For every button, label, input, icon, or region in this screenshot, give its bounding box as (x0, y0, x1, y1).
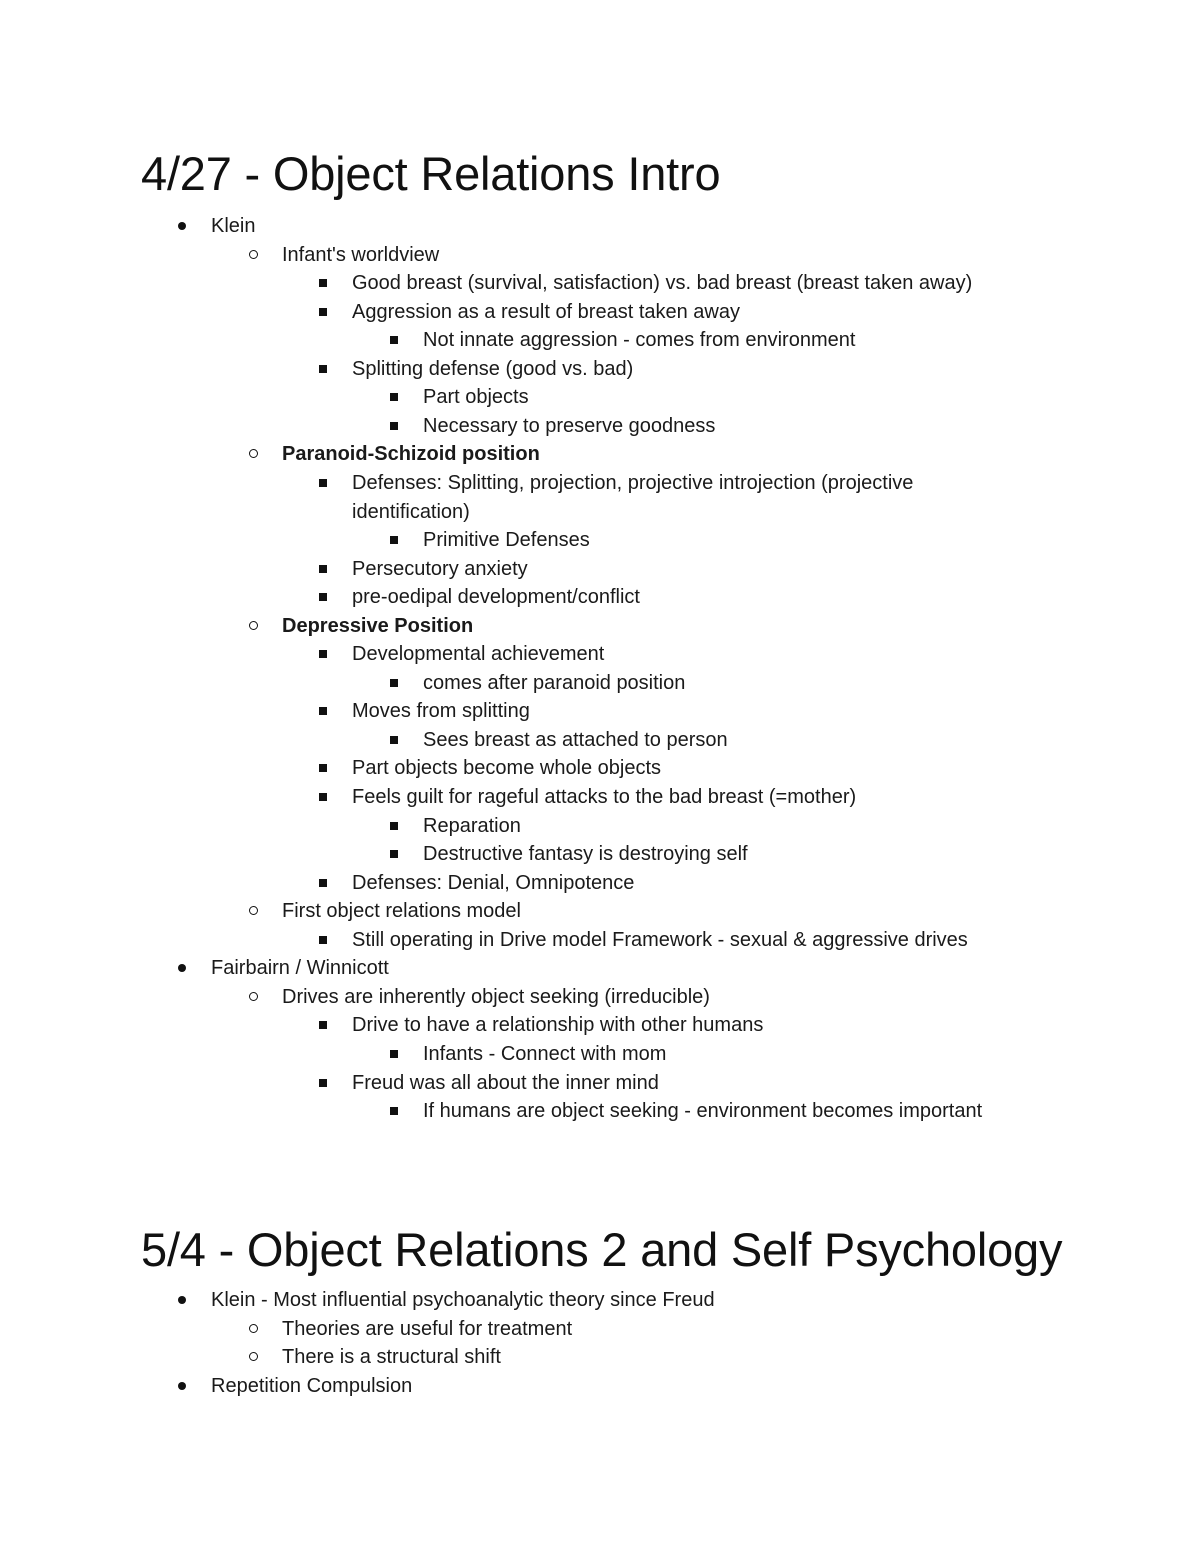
bullet-square-icon (319, 479, 327, 487)
section-title-1: 4/27 - Object Relations Intro (141, 147, 721, 200)
list-item-text: Defenses: Denial, Omnipotence (352, 871, 635, 894)
bullet-dot-icon (178, 964, 186, 972)
list-item-text: There is a structural shift (282, 1346, 501, 1369)
bullet-square-icon (319, 279, 327, 287)
bullet-square-icon (390, 422, 398, 430)
list-item-text: Primitive Defenses (423, 529, 590, 552)
list-item-text: Drive to have a relationship with other humans (352, 1014, 764, 1037)
list-item-text: Infants - Connect with mom (423, 1042, 667, 1065)
bullet-circle-icon (249, 992, 258, 1001)
bullet-square-icon (390, 336, 398, 344)
bullet-square-icon (319, 1021, 327, 1029)
list-item-text: Klein - Most influential psychoanalytic theory since Freud (211, 1289, 715, 1311)
list-item-text: Defenses: Splitting, projection, projective introjection (projective (352, 471, 914, 494)
list-item-text: Repetition Compulsion (211, 1374, 413, 1397)
bullet-circle-icon (249, 621, 258, 630)
list-item-text: Feels guilt for rageful attacks to the bad breast (=mother) (352, 786, 857, 808)
list-item-text: Splitting defense (good vs. bad) (352, 357, 634, 380)
list-item-text: Drives are inherently object seeking (irreducible) (282, 985, 710, 1008)
bullet-dot-icon (178, 1296, 186, 1304)
bullet-square-icon (390, 393, 398, 401)
list-item-text: Fairbairn / Winnicott (211, 957, 389, 980)
section-title-2: 5/4 - Object Relations 2 and Self Psychology (141, 1223, 1063, 1276)
bullet-square-icon (319, 365, 327, 373)
bullet-square-icon (319, 764, 327, 772)
bullet-square-icon (390, 1050, 398, 1058)
list-item-text: If humans are object seeking - environment becomes important (423, 1100, 983, 1123)
list-item-text: Klein (211, 215, 256, 237)
bullet-square-icon (319, 793, 327, 801)
bullet-circle-icon (249, 906, 258, 915)
list-item-text: pre-oedipal development/conflict (352, 586, 640, 609)
list-item-text: Reparation (423, 814, 521, 837)
list-item-text: Part objects become whole objects (352, 757, 662, 780)
list-item-text: Destructive fantasy is destroying self (423, 843, 748, 866)
list-item-text: Theories are useful for treatment (282, 1317, 573, 1340)
list-item-text: Aggression as a result of breast taken away (352, 300, 740, 323)
bullet-square-icon (319, 707, 327, 715)
bullet-square-icon (390, 850, 398, 858)
bullet-circle-icon (249, 1324, 258, 1333)
list-item-text: identification) (352, 500, 470, 523)
bullet-circle-icon (249, 449, 258, 458)
list-item-text: Developmental achievement (352, 643, 605, 666)
list-item-text: Sees breast as attached to person (423, 728, 728, 751)
list-item-text: Paranoid-Schizoid position (282, 443, 540, 466)
bullet-dot-icon (178, 222, 186, 230)
bullet-square-icon (319, 936, 327, 944)
list-item-text: Still operating in Drive model Framework - sexual & aggressive drives (352, 928, 968, 951)
bullet-square-icon (390, 736, 398, 744)
list-item-text: Good breast (survival, satisfaction) vs. bad breast (breast taken away) (352, 272, 973, 295)
bullet-square-icon (319, 879, 327, 887)
list-item-text: First object relations model (282, 900, 521, 923)
bullet-square-icon (319, 1079, 327, 1087)
bullet-square-icon (390, 679, 398, 687)
bullet-circle-icon (249, 250, 258, 259)
bullet-square-icon (319, 565, 327, 573)
bullet-square-icon (390, 822, 398, 830)
list-item-text: Depressive Position (282, 614, 474, 637)
bullet-circle-icon (249, 1352, 258, 1361)
bullet-dot-icon (178, 1382, 186, 1390)
list-item-text: Infant's worldview (282, 243, 440, 266)
list-item-text: Freud was all about the inner mind (352, 1071, 659, 1094)
list-item-text: Necessary to preserve goodness (423, 414, 716, 437)
list-item-text: Part objects (423, 386, 529, 409)
list-item-text: Persecutory anxiety (352, 557, 528, 580)
bullet-square-icon (390, 536, 398, 544)
list-item-text: Not innate aggression - comes from environment (423, 329, 856, 352)
list-item-text: Moves from splitting (352, 700, 530, 723)
bullet-square-icon (319, 650, 327, 658)
bullet-square-icon (319, 593, 327, 601)
bullet-square-icon (390, 1107, 398, 1115)
bullet-square-icon (319, 308, 327, 316)
list-item-text: comes after paranoid position (423, 671, 686, 694)
